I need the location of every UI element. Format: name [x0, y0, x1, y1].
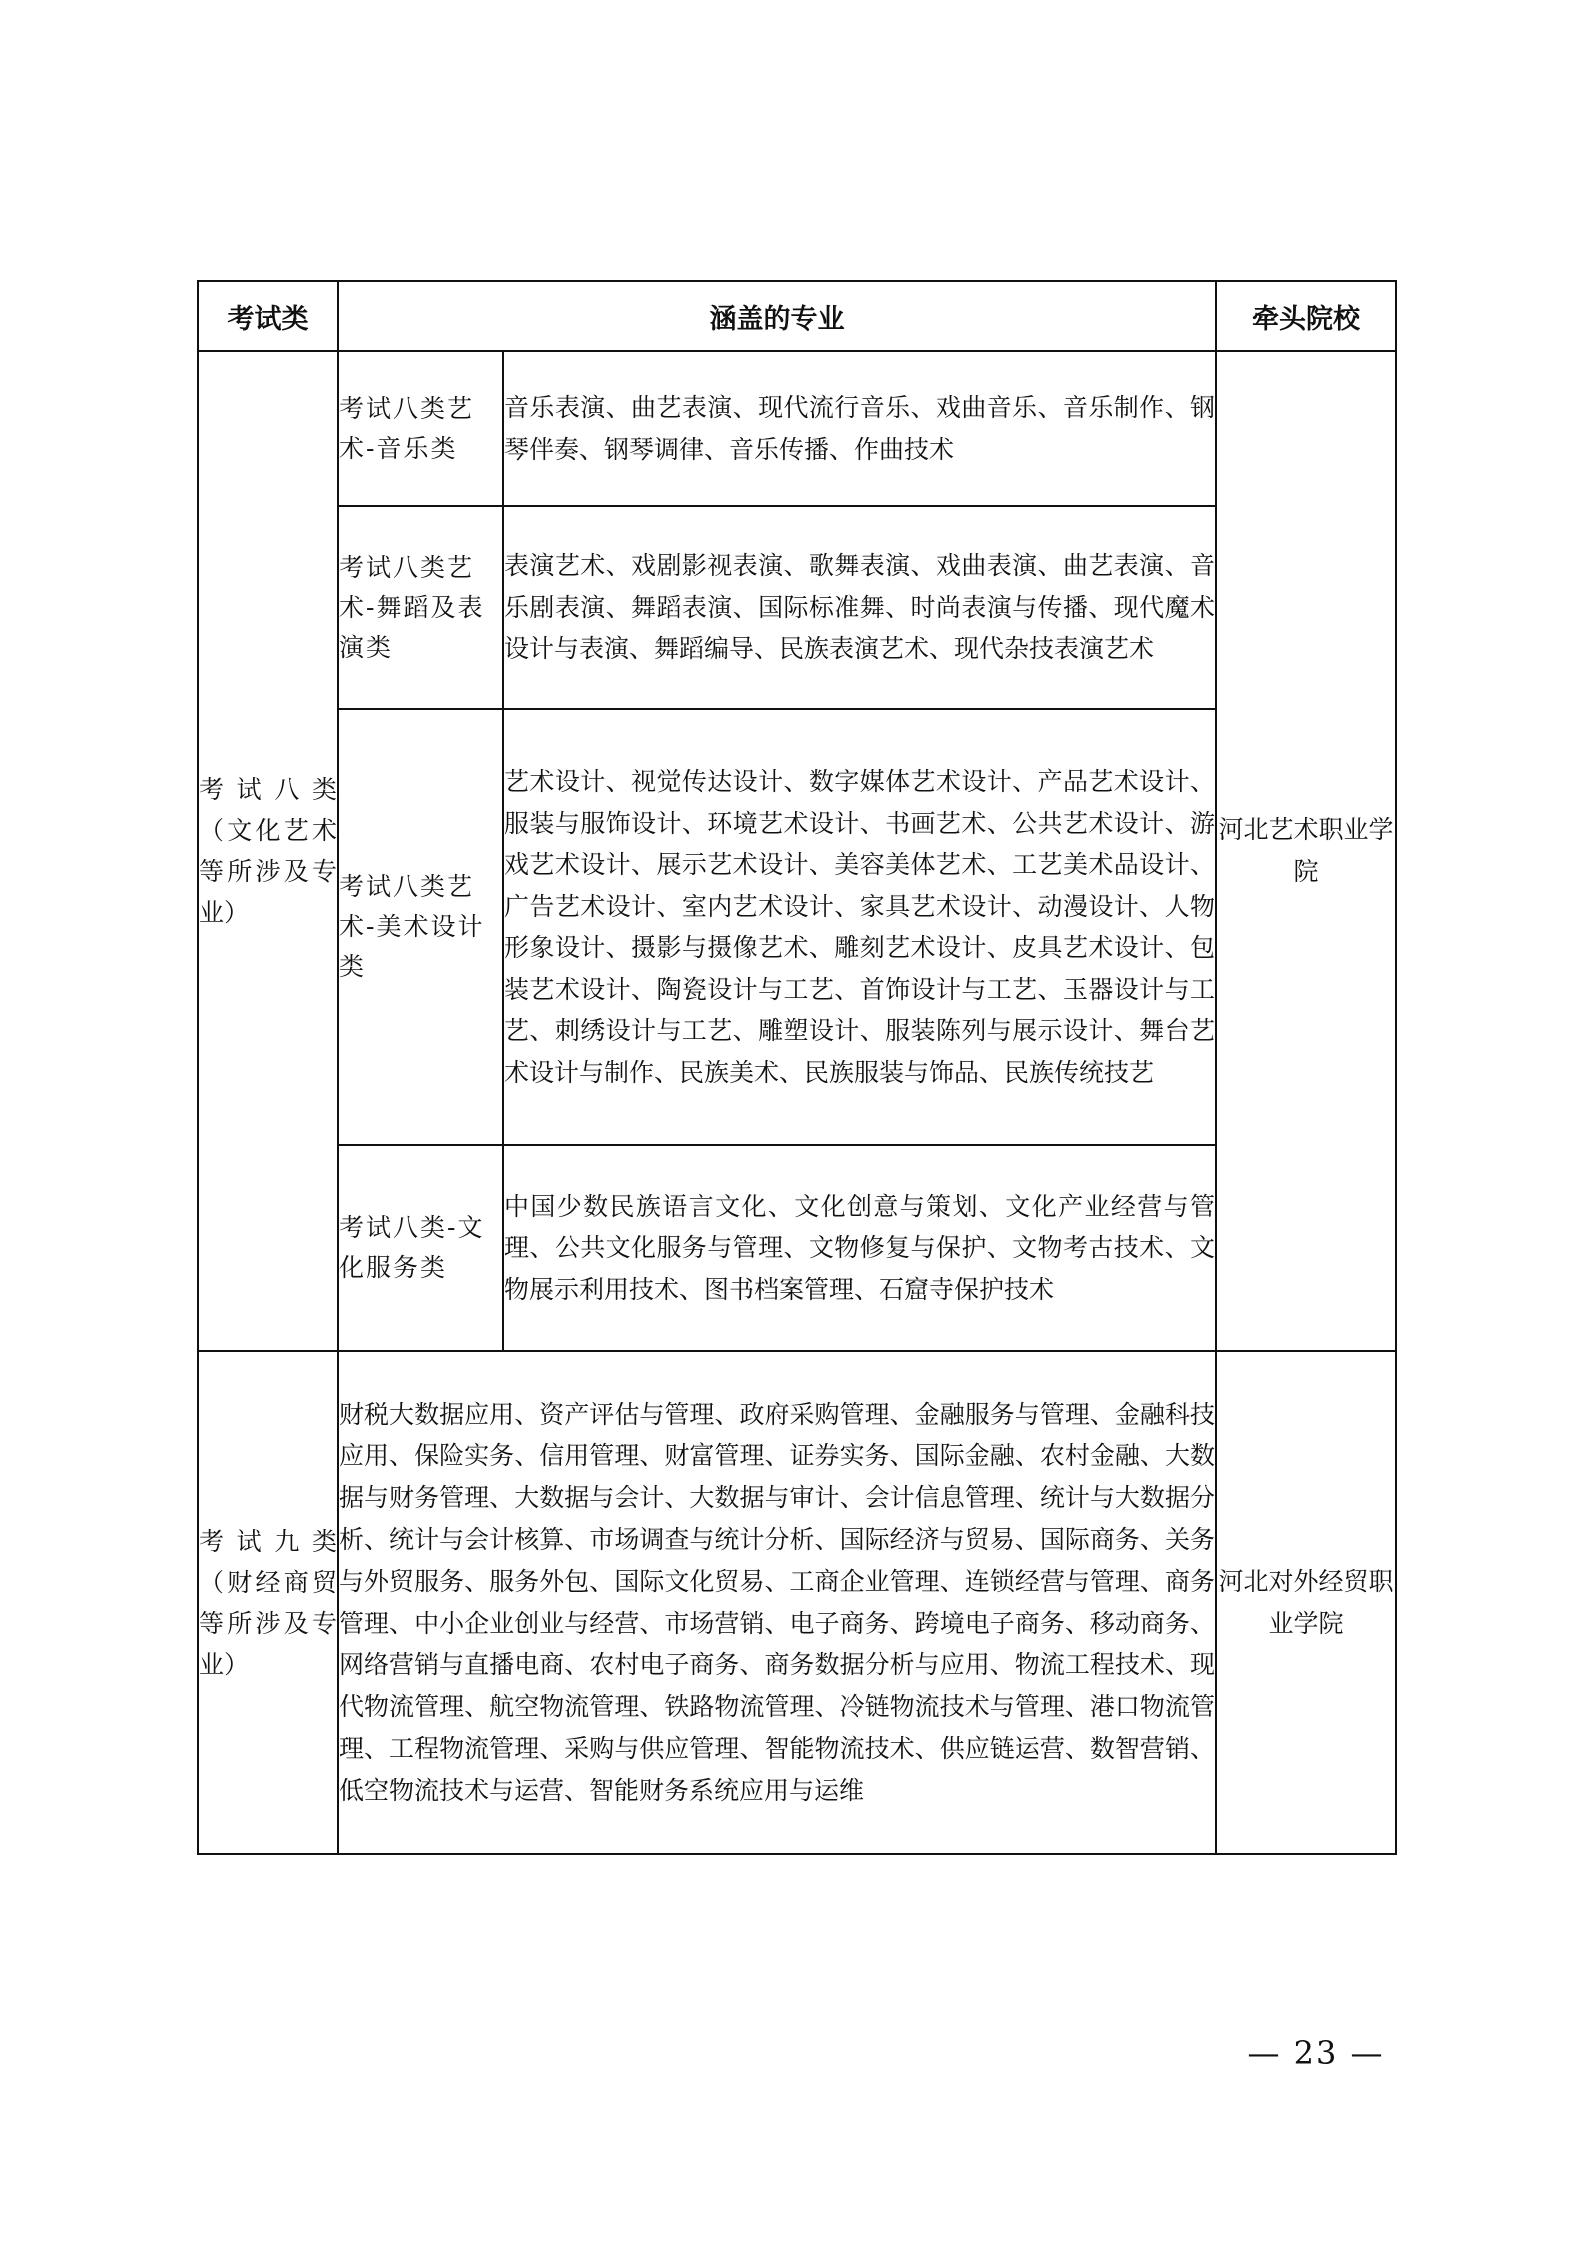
subcategory-name: 考试八类艺术-音乐类 [338, 351, 503, 506]
table-row [198, 1351, 1396, 1854]
majors-table [197, 280, 1397, 1855]
majors-list: 中国少数民族语言文化、文化创意与策划、文化产业经营与管理、公共文化服务与管理、文物修复与保护、文物考古技术、文物展示利用技术、图书档案管理、石窟寺保护技术 [503, 1145, 1216, 1351]
subcategory-name: 考试八类艺术-舞蹈及表演类 [338, 506, 503, 709]
exam-category-8: 考试八类（文化艺术等所涉及专业） [198, 351, 338, 1351]
exam-category-9: 考试九类（财经商贸等所涉及专业） [198, 1351, 338, 1854]
header-lead-college: 牵头院校 [1216, 281, 1396, 351]
header-exam-category: 考试类 [198, 281, 338, 351]
majors-list: 表演艺术、戏剧影视表演、歌舞表演、戏曲表演、曲艺表演、音乐剧表演、舞蹈表演、国际标准舞、时尚表演与传播、现代魔术设计与表演、舞蹈编导、民族表演艺术、现代杂技表演艺术 [503, 506, 1216, 709]
majors-list: 财税大数据应用、资产评估与管理、政府采购管理、金融服务与管理、金融科技应用、保险实务、信用管理、财富管理、证券实务、国际金融、农村金融、大数据与财务管理、大数据与会计、大数据与审计、会计信息管理、统计与大数据分析、统计与会计核算、市场调查与统计分析、国际经济与贸易、国际商务、关务与外贸服务、服务外包、国际文化贸易、工商企业管理、连锁经营与管理、商务管理、中小企业创业与经营、市场营销、电子商务、跨境电子商务、移动商务、网络营销与直播电商、农村电子商务、商务数据分析与应用、物流工程技术、现代物流管理、航空物流管理、铁路物流管理、冷链物流技术与管理、港口物流管理、工程物流管理、采购与供应管理、智能物流技术、供应链运营、数智营销、低空物流技术与运营、智能财务系统应用与运维 [338, 1351, 1216, 1854]
subcategory-name: 考试八类-文化服务类 [338, 1145, 503, 1351]
lead-college-8: 河北艺术职业学院 [1216, 351, 1396, 1351]
table-header-row [198, 281, 1396, 351]
majors-list: 音乐表演、曲艺表演、现代流行音乐、戏曲音乐、音乐制作、钢琴伴奏、钢琴调律、音乐传播、作曲技术 [503, 351, 1216, 506]
subcategory-name: 考试八类艺术-美术设计类 [338, 709, 503, 1145]
majors-list: 艺术设计、视觉传达设计、数字媒体艺术设计、产品艺术设计、服装与服饰设计、环境艺术设计、书画艺术、公共艺术设计、游戏艺术设计、展示艺术设计、美容美体艺术、工艺美术品设计、广告艺术设计、室内艺术设计、家具艺术设计、动漫设计、人物形象设计、摄影与摄像艺术、雕刻艺术设计、皮具艺术设计、包装艺术设计、陶瓷设计与工艺、首饰设计与工艺、玉器设计与工艺、刺绣设计与工艺、雕塑设计、服装陈列与展示设计、舞台艺术设计与制作、民族美术、民族服装与饰品、民族传统技艺 [503, 709, 1216, 1145]
header-majors: 涵盖的专业 [338, 281, 1216, 351]
page-number: — 23 — [1247, 2034, 1385, 2072]
table-row [198, 351, 1396, 506]
lead-college-9: 河北对外经贸职业学院 [1216, 1351, 1396, 1854]
